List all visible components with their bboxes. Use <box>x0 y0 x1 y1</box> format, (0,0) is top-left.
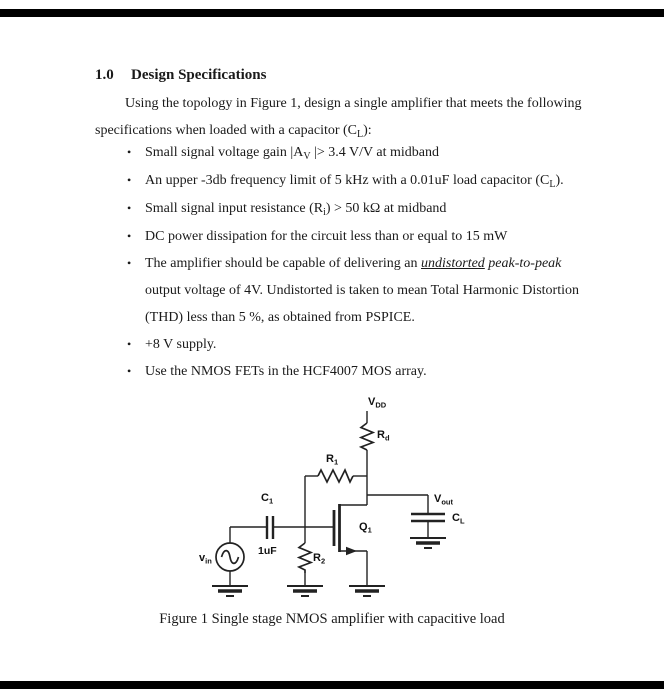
text-segment: ): <box>363 123 372 138</box>
vin-label: $v_{in}$ <box>199 552 212 566</box>
vdd-label: $V_{DD}$ <box>368 396 387 410</box>
text-segment: ). <box>555 173 564 188</box>
c1-capacitor <box>258 492 277 557</box>
c1-value-label: 1uF <box>258 545 277 557</box>
spec-list <box>127 139 579 385</box>
c1-label: $C_1$ <box>261 492 274 506</box>
spec-text <box>145 250 579 331</box>
q1-label: $Q_1$ <box>359 521 372 535</box>
spec-text-line <box>145 250 579 277</box>
bullet-marker: • <box>127 256 132 270</box>
paragraph-line <box>95 90 581 117</box>
text-segment: DC power dissipation for the circuit less than or equal to 15 mW <box>145 229 508 244</box>
bullet-marker: • <box>127 201 132 215</box>
rd-resistor <box>361 423 390 495</box>
spec-item <box>127 195 579 223</box>
spec-text-line <box>145 304 579 331</box>
text-segment: output voltage of 4V. Undistorted is taken to mean Total Harmonic Distortion <box>145 283 579 298</box>
text-segment: |> 3.4 V/V at midband <box>310 145 439 160</box>
spec-item <box>127 250 579 331</box>
text-segment: Use the NMOS FETs in the HCF4007 MOS array. <box>145 364 427 379</box>
spec-text <box>145 167 564 195</box>
text-segment: i <box>323 207 326 218</box>
bottom-scan-bar <box>0 681 664 689</box>
intro-paragraph <box>95 90 581 145</box>
text-segment: +8 V supply. <box>145 337 217 352</box>
ground-symbol <box>410 538 446 548</box>
bullet-marker: • <box>127 337 132 351</box>
text-segment: (THD) less than 5 %, as obtained from PSPICE. <box>145 310 415 325</box>
figure-caption: Figure 1 Single stage NMOS amplifier with capacitive load <box>159 611 505 627</box>
section-heading <box>95 67 266 84</box>
section-number: 1.0 <box>95 67 114 83</box>
sine-wave-icon <box>222 551 239 564</box>
r1-label: $R_1$ <box>326 453 339 467</box>
rd-label: $R_d$ <box>377 429 390 443</box>
r2-resistor <box>287 527 325 596</box>
text-segment: V <box>303 151 311 162</box>
bullet-marker: • <box>127 145 132 159</box>
text-segment: L <box>357 129 364 140</box>
text-segment: An upper -3db frequency limit of 5 kHz with a 0.01uF load capacitor (C <box>145 173 550 188</box>
output-node <box>367 493 454 513</box>
text-segment: undistorted <box>421 256 485 271</box>
ground-symbol <box>212 586 248 596</box>
ground-symbol <box>349 586 385 596</box>
spec-text <box>145 358 427 385</box>
text-segment: L <box>549 179 556 190</box>
text-segment: The amplifier should be capable of delivering an <box>145 256 422 271</box>
r1-resistor <box>305 453 367 527</box>
text-segment: Using the topology in Figure 1, design a single amplifier that meets the following <box>125 96 582 111</box>
spec-item <box>127 358 579 385</box>
spec-item <box>127 223 579 250</box>
text-segment: peak-to-peak <box>484 256 562 271</box>
text-segment: specifications when loaded with a capacitor (C <box>95 123 358 138</box>
spec-item <box>127 167 579 195</box>
text-segment: Small signal input resistance (R <box>145 201 324 216</box>
top-scan-bar <box>0 9 664 17</box>
bullet-marker: • <box>127 173 132 187</box>
ground-symbol <box>287 586 323 596</box>
r2-label: $R_2$ <box>313 552 326 566</box>
spec-text <box>145 331 216 358</box>
text-segment: ) > 50 kΩ at midband <box>325 201 447 216</box>
text-segment: Small signal voltage gain |A <box>145 145 304 160</box>
q1-transistor <box>334 495 385 596</box>
cl-label: $C_L$ <box>452 512 465 526</box>
spec-text <box>145 195 446 223</box>
spec-text <box>145 223 507 250</box>
bullet-marker: • <box>127 229 132 243</box>
section-title: Design Specifications <box>131 67 267 83</box>
bullet-marker: • <box>127 364 132 378</box>
spec-text <box>145 139 439 167</box>
circuit-figure <box>190 390 480 608</box>
vout-label: $V_{out}$ <box>434 493 454 507</box>
spec-item <box>127 139 579 167</box>
vin-source <box>199 527 267 596</box>
spec-text-line <box>145 277 579 304</box>
spec-item <box>127 331 579 358</box>
vdd-supply <box>367 396 387 423</box>
source-arrow-icon <box>346 547 357 555</box>
cl-capacitor <box>410 512 465 548</box>
